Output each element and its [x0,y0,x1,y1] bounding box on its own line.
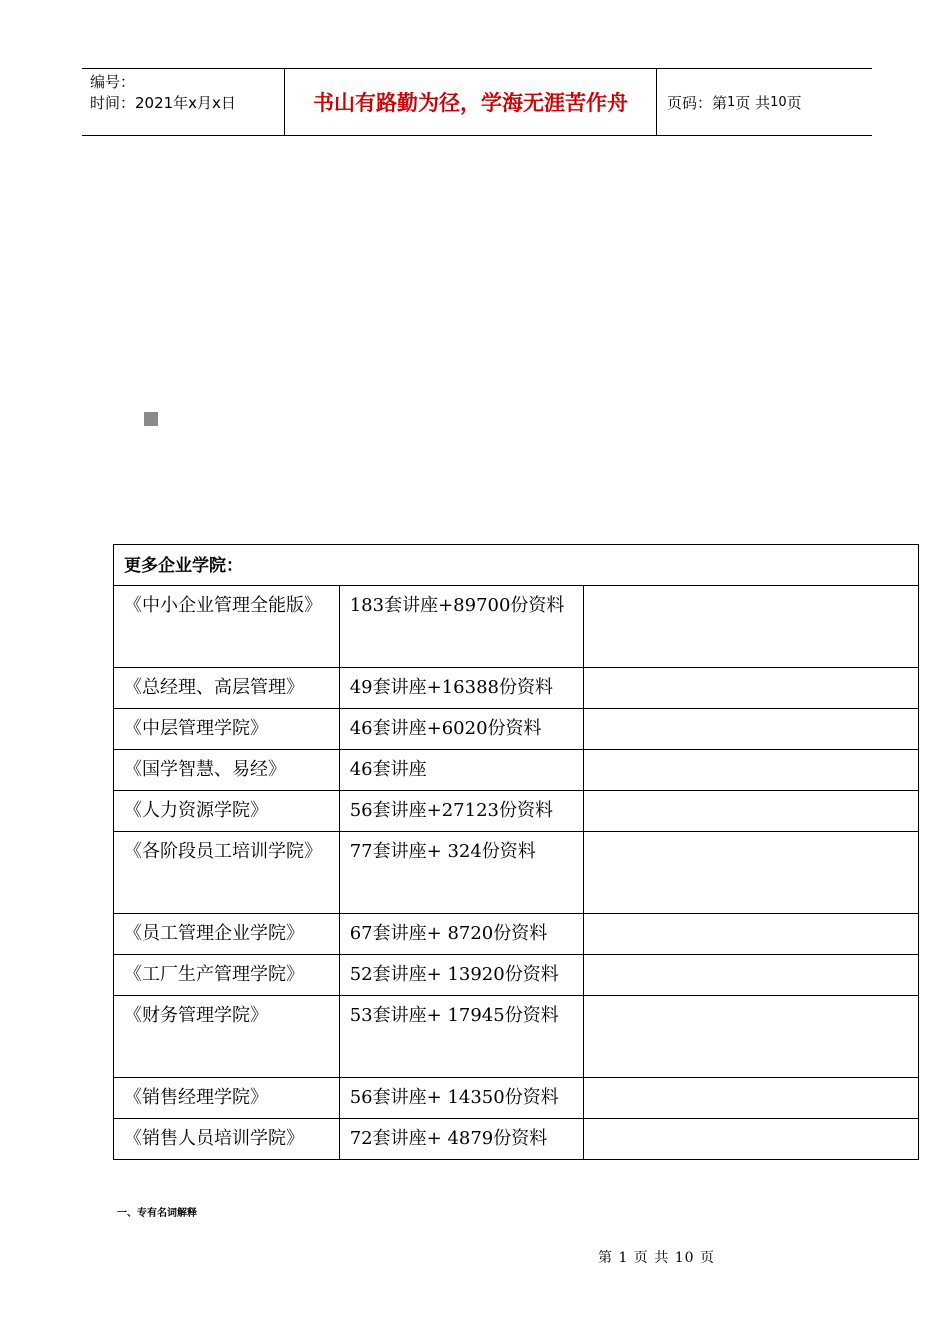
academy-name-cell [114,668,340,709]
page-header [82,68,872,136]
academy-name: 《各阶段员工培训学院》 [124,841,322,862]
academy-detail: 52套讲座+ 13920份资料 [349,964,559,985]
empty-cell [583,996,919,1078]
empty-cell [583,955,919,996]
academy-table [113,544,919,1160]
academy-name-cell [114,791,340,832]
academy-detail-cell [339,586,583,668]
table-row [114,996,919,1078]
empty-cell [583,709,919,750]
academy-detail: 53套讲座+ 17945份资料 [349,1005,559,1026]
table-row [114,668,919,709]
academy-detail: 72套讲座+ 4879份资料 [349,1128,548,1149]
academy-name: 《销售人员培训学院》 [124,1128,304,1149]
table-row [114,750,919,791]
empty-cell [583,832,919,914]
page-label: 页码：第 [667,93,728,112]
empty-cell [583,791,919,832]
academy-detail: 46套讲座 [349,759,427,780]
table-row [114,832,919,914]
academy-name-cell [114,1078,340,1119]
academy-name-cell [114,586,340,668]
empty-cell [583,914,919,955]
table-title: 更多企业学院： [114,545,919,586]
academy-detail-cell [339,709,583,750]
academy-name: 《国学智慧、易经》 [124,759,286,780]
empty-cell [583,750,919,791]
academy-detail: 67套讲座+ 8720份资料 [349,923,548,944]
table-row [114,586,919,668]
academy-name: 《中小企业管理全能版》 [124,595,322,616]
document-date: 时间：2021年x月x日 [90,94,236,112]
document-number-label: 编号： [90,73,136,91]
academy-name-cell [114,750,340,791]
academy-name-cell [114,1119,340,1160]
academy-detail-cell [339,668,583,709]
table-row [114,1078,919,1119]
academy-detail-cell [339,996,583,1078]
header-page-number [657,69,872,135]
academy-name: 《总经理、高层管理》 [124,677,304,698]
academy-detail-cell [339,1078,583,1119]
academy-detail-cell [339,1119,583,1160]
header-motto: 书山有路勤为径，学海无涯苦作舟 [284,69,657,135]
table-row [114,709,919,750]
academy-name-cell [114,709,340,750]
empty-cell [583,1119,919,1160]
academy-detail-cell [339,832,583,914]
table-row [114,914,919,955]
academy-name: 《员工管理企业学院》 [124,923,304,944]
page-end: 页 [786,93,802,112]
header-meta [82,69,284,135]
section-heading: 一、专有名词解释 [117,1208,197,1219]
page-total: 10 [770,94,787,110]
empty-cell [583,668,919,709]
academy-name-cell [114,955,340,996]
academy-detail-cell [339,750,583,791]
academy-detail-cell [339,955,583,996]
page-mid: 页 共 [735,93,771,112]
academy-detail: 183套讲座+89700份资料 [349,595,565,616]
academy-name: 《销售经理学院》 [124,1087,268,1108]
empty-cell [583,586,919,668]
academy-name: 《财务管理学院》 [124,1005,268,1026]
footer-page-number: 第 1 页 共 10 页 [598,1250,715,1266]
academy-detail: 77套讲座+ 324份资料 [349,841,536,862]
page-current: 1 [727,94,736,110]
academy-detail: 49套讲座+16388份资料 [349,677,553,698]
table-row [114,791,919,832]
academy-name-cell [114,996,340,1078]
academy-name-cell [114,914,340,955]
academy-name-cell [114,832,340,914]
academy-name: 《工厂生产管理学院》 [124,964,304,985]
empty-cell [583,1078,919,1119]
academy-detail-cell [339,791,583,832]
academy-name: 《中层管理学院》 [124,718,268,739]
academy-detail: 56套讲座+27123份资料 [349,800,553,821]
academy-detail: 56套讲座+ 14350份资料 [349,1087,559,1108]
table-row [114,955,919,996]
academy-detail-cell [339,914,583,955]
table-row [114,1119,919,1160]
academy-name: 《人力资源学院》 [124,800,268,821]
academy-detail: 46套讲座+6020份资料 [349,718,542,739]
image-placeholder-icon [144,412,158,426]
